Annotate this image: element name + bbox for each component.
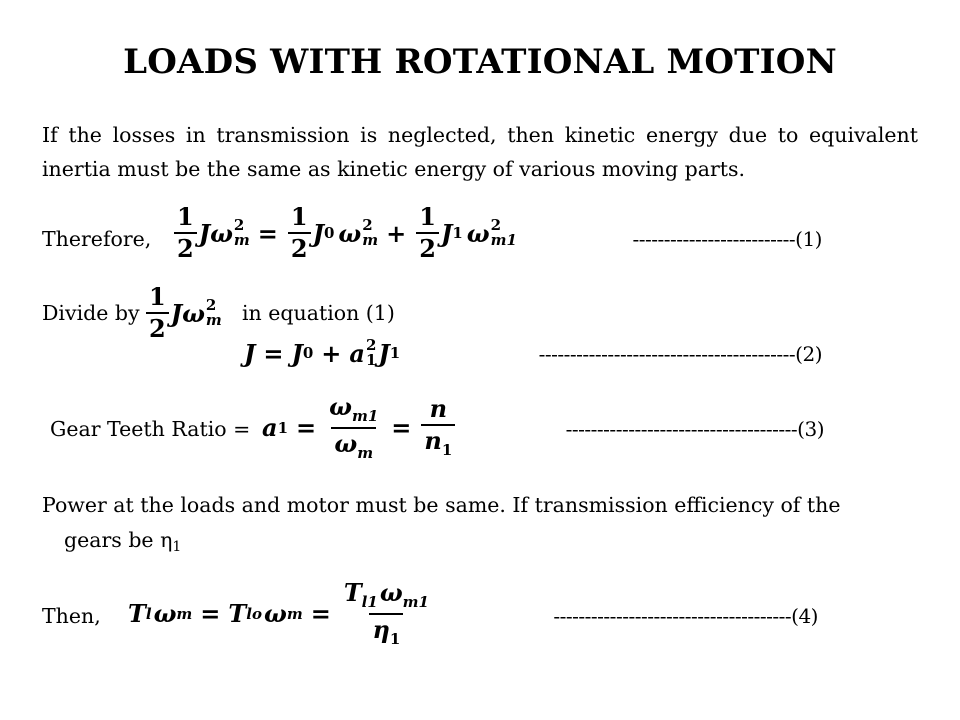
- therefore-label: Therefore,: [42, 227, 152, 251]
- power-line-1: Power at the loads and motor must be same. If transmission efficiency of the: [42, 493, 841, 517]
- intro-paragraph: If the losses in transmission is neglected, then kinetic energy due to equivalent inertia must be the same as kinetic energy of various moving parts.: [42, 123, 918, 181]
- equation-1-number: --------------------------(1): [632, 227, 822, 251]
- divide-label: Divide by: [42, 301, 140, 325]
- page-title: LOADS WITH ROTATIONAL MOTION: [123, 42, 837, 82]
- gear-ratio-label: Gear Teeth Ratio =: [50, 417, 251, 441]
- then-label: Then,: [42, 604, 101, 628]
- equation-3: a 1 = $\frac{\omega_{m1}}{\omega_m}$ = $\frac{n}{n_1}$: [262, 394, 457, 461]
- power-line-2: gears be η1: [64, 528, 182, 555]
- equation-2: J = J 0 + a 2 1 J 1: [244, 336, 401, 369]
- equation-3-number: -------------------------------------(3): [565, 417, 824, 441]
- divisor-expression: $\frac{1}{2}$ J ω 2 m: [144, 284, 222, 343]
- equation-1: $\frac{1}{2}$ J ω 2 m = $\frac{1}{2}$ J 0 ω 2 m + $\frac{1}{2}$ J 1 ω 2 m1: [172, 204, 517, 263]
- fraction-half: $\frac{1}{2}$: [416, 204, 439, 263]
- equation-4-number: --------------------------------------(4): [553, 604, 818, 628]
- equation-4: T l ω m = T lo ω m = $\frac{T_{l1}\omega_{m1}}{\eta_1}$: [128, 578, 429, 648]
- fraction-half: $\frac{1}{2}$: [174, 204, 197, 263]
- equation-2-number: -----------------------------------------(2): [538, 342, 822, 366]
- fraction-half: $\frac{1}{2}$: [288, 204, 311, 263]
- in-equation-label: in equation (1): [242, 301, 395, 325]
